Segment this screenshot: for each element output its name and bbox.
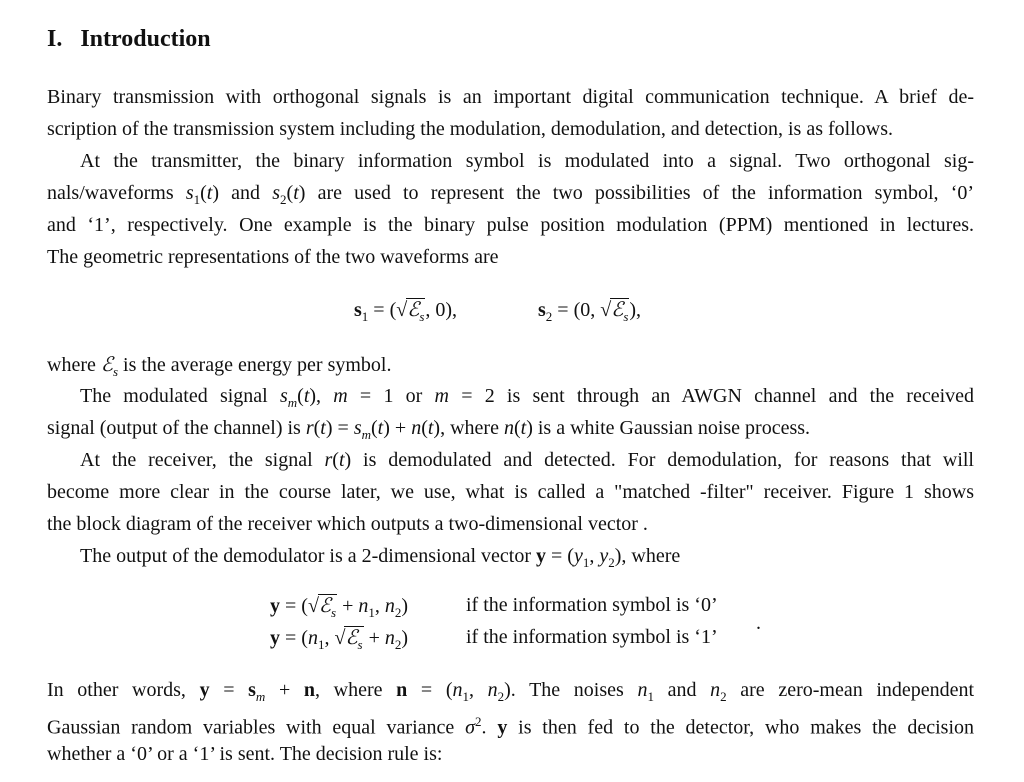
- equation-period: .: [756, 612, 761, 634]
- case-label-0: if the information symbol is ‘0’: [466, 594, 718, 616]
- paragraph-line: nals/waveforms $s_1(t)$ and $s_2(t)$ are used to represent the two possibilities of the information symbol, ‘0’: [47, 182, 975, 207]
- equation-case-1: $y = (n_1$, √ℰ$_s$ + $n_2$): [270, 626, 408, 655]
- section-number: I.: [47, 26, 63, 52]
- equation-s2: $s_2 = (0$, √ℰ$_s$),: [538, 298, 641, 327]
- paragraph-line: become more clear in the course later, we use, what is called a "matched -filter" receiver. Figure 1 shows: [47, 481, 974, 503]
- paragraph-line: and ‘1’, respectively. One example is the binary pulse position modulation (PPM) mentioned in lectures.: [47, 214, 974, 236]
- section-heading: [47, 26, 211, 53]
- paragraph-line: The output of the demodulator is a 2-dimensional vector $y = (y_1$, $y_2$), where: [80, 545, 681, 570]
- paragraph-line: scription of the transmission system including the modulation, demodulation, and detection, is as follows.: [47, 118, 893, 140]
- paragraph-line: The geometric representations of the two waveforms are: [47, 246, 499, 268]
- equation-case-0: y = (√ℰ$_s$ + $n_1$, $n_2$): [270, 594, 408, 623]
- paragraph-line: the block diagram of the receiver which outputs a two-dimensional vector .: [47, 513, 648, 535]
- paragraph-line: At the receiver, the signal r(t) is demodulated and detected. For demodulation, for reasons that will: [80, 449, 974, 471]
- paragraph-line: signal (output of the channel) is $r(t) = s_m(t) + n(t)$, where n(t) is a white Gaussian noise process.: [47, 417, 811, 442]
- paragraph-line: whether a ‘0’ or a ‘1’ is sent. The decision rule is:: [47, 743, 443, 765]
- case-label-1: if the information symbol is ‘1’: [466, 626, 718, 648]
- paragraph-line: Gaussian random variables with equal variance $\sigma^2$. y is then fed to the detector, who makes the decision: [47, 714, 975, 739]
- paragraph-line: where ℰ$_s$ is the average energy per symbol.: [47, 352, 392, 379]
- equation-s1: $s_1$ = (√ℰ$_s$, 0),: [354, 298, 457, 327]
- paragraph-line: At the transmitter, the binary information symbol is modulated into a signal. Two orthogonal sig-: [80, 150, 974, 172]
- paragraph-line: Binary transmission with orthogonal signals is an important digital communication technique. A brief de-: [47, 86, 974, 108]
- section-title: Introduction: [80, 26, 211, 52]
- paragraph-line: In other words, $y = s_m + n$, where $n = (n_1$, $n_2$). The noises $n_1$ and $n_2$ are zero-mean independent: [47, 679, 975, 704]
- paragraph-line: The modulated signal $s_m(t)$, m = 1 or m = 2 is sent through an AWGN channel and the received: [80, 385, 975, 410]
